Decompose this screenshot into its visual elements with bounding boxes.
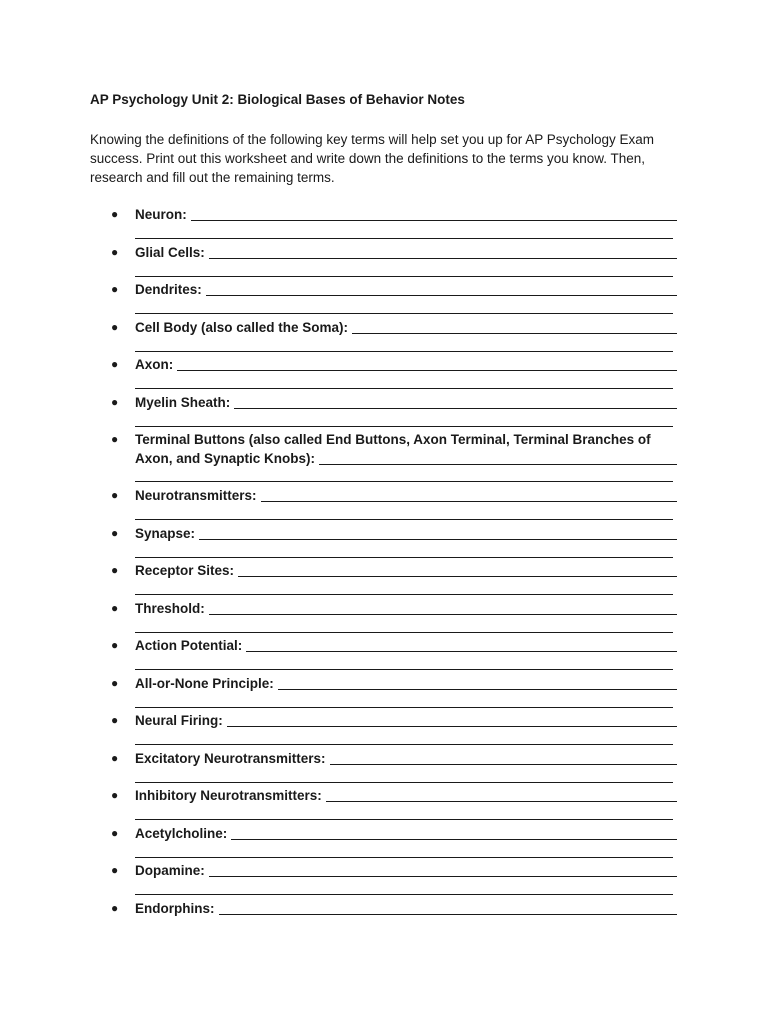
answer-blank-line-2[interactable] (135, 707, 673, 708)
answer-blank-line-2[interactable] (135, 819, 673, 820)
answer-blank[interactable] (209, 257, 677, 259)
answer-blank[interactable] (199, 538, 677, 540)
term-label: Cell Body (also called the Soma): (135, 319, 349, 335)
answer-blank-line-2[interactable] (135, 744, 673, 745)
term-item-dendrites (0, 280, 768, 318)
term-label: Inhibitory Neurotransmitters: (135, 788, 322, 803)
bullet-icon: ● (111, 600, 119, 615)
term-item-neurotransmitters (0, 486, 768, 524)
term-label: Action Potential: (135, 638, 243, 653)
answer-blank[interactable] (191, 219, 677, 221)
bullet-icon: ● (111, 394, 119, 409)
bullet-icon: ● (111, 525, 119, 540)
answer-blank[interactable] (231, 838, 677, 840)
bullet-icon: ● (111, 900, 119, 915)
term-item-cell-body (0, 318, 768, 356)
term-label: Threshold: (135, 600, 205, 616)
term-label: Myelin Sheath: (135, 394, 231, 410)
answer-blank-line-2[interactable] (135, 276, 673, 277)
term-item-neuron (0, 205, 768, 243)
answer-blank-line-2[interactable] (135, 669, 673, 670)
answer-blank-line-2[interactable] (135, 388, 673, 389)
term-item-dopamine (0, 861, 768, 899)
answer-blank[interactable] (330, 763, 677, 765)
bullet-icon: ● (111, 788, 119, 802)
term-label: Neural Firing: (135, 713, 223, 728)
answer-blank[interactable] (326, 800, 677, 802)
answer-blank-line-2[interactable] (135, 557, 673, 558)
answer-blank-line-2[interactable] (135, 481, 673, 482)
bullet-icon: ● (111, 825, 119, 840)
term-label: All-or-None Principle: (135, 675, 274, 691)
term-label: Dopamine: (135, 863, 205, 878)
term-item-threshold (0, 599, 768, 637)
answer-blank-line-2[interactable] (135, 313, 673, 314)
bullet-icon: ● (111, 432, 119, 446)
term-item-myelin-sheath (0, 393, 768, 431)
term-label-line-2: Axon, and Synaptic Knobs): (135, 451, 316, 466)
term-label: Neurotransmitters: (135, 488, 257, 503)
bullet-icon: ● (111, 713, 119, 727)
bullet-icon: ● (111, 750, 119, 765)
bullet-icon: ● (111, 244, 119, 259)
answer-blank-line-2[interactable] (135, 426, 673, 427)
answer-blank[interactable] (319, 463, 677, 465)
answer-blank[interactable] (238, 575, 677, 577)
answer-blank[interactable] (177, 369, 677, 371)
answer-blank[interactable] (206, 294, 677, 296)
answer-blank-line-2[interactable] (135, 632, 673, 633)
answer-blank[interactable] (227, 725, 677, 727)
term-item-action-potential (0, 636, 768, 674)
answer-blank-line-2[interactable] (135, 894, 673, 895)
term-item-acetylcholine (0, 824, 768, 862)
intro-paragraph: Knowing the definitions of the following key terms will help set you up for AP Psychology Exam success. Print out this worksheet and write down the definitions to the terms you know. Then, research and fill out the remaining terms. (90, 132, 655, 185)
term-item-endorphins (0, 899, 768, 937)
term-item-inhibitory-neurotransmitters (0, 786, 768, 824)
answer-blank-line-2[interactable] (135, 857, 673, 858)
terms-list (0, 205, 768, 936)
term-label: Acetylcholine: (135, 825, 228, 841)
answer-blank-line-2[interactable] (135, 238, 673, 239)
answer-blank[interactable] (209, 875, 677, 877)
answer-blank-line-2[interactable] (135, 519, 673, 520)
answer-blank[interactable] (219, 913, 678, 915)
term-label-line-1: Terminal Buttons (also called End Buttons, Axon Terminal, Terminal Branches of (135, 432, 651, 447)
bullet-icon: ● (111, 638, 119, 652)
term-label: Neuron: (135, 207, 187, 222)
term-item-terminal-buttons (0, 430, 768, 486)
bullet-icon: ● (111, 319, 119, 334)
answer-blank[interactable] (209, 613, 677, 615)
answer-blank[interactable] (261, 500, 677, 502)
answer-blank[interactable] (352, 332, 677, 334)
term-label: Receptor Sites: (135, 563, 235, 578)
bullet-icon: ● (111, 207, 119, 221)
answer-blank[interactable] (234, 407, 677, 409)
answer-blank[interactable] (246, 650, 677, 652)
answer-blank-line-2[interactable] (135, 351, 673, 352)
term-item-excitatory-neurotransmitters (0, 749, 768, 787)
bullet-icon: ● (111, 488, 119, 502)
answer-blank-line-2[interactable] (135, 594, 673, 595)
term-label: Synapse: (135, 525, 196, 541)
term-label: Endorphins: (135, 900, 215, 916)
term-item-glial-cells (0, 243, 768, 281)
term-item-receptor-sites (0, 561, 768, 599)
bullet-icon: ● (111, 675, 119, 690)
bullet-icon: ● (111, 863, 119, 877)
term-label: Dendrites: (135, 282, 202, 297)
term-item-neural-firing (0, 711, 768, 749)
page-title: AP Psychology Unit 2: Biological Bases of Behavior Notes (90, 92, 465, 107)
term-label: Glial Cells: (135, 244, 205, 260)
bullet-icon: ● (111, 282, 119, 296)
answer-blank-line-2[interactable] (135, 782, 673, 783)
bullet-icon: ● (111, 563, 119, 577)
answer-blank[interactable] (278, 688, 677, 690)
term-item-all-or-none-principle (0, 674, 768, 712)
term-item-synapse (0, 524, 768, 562)
bullet-icon: ● (111, 357, 119, 371)
term-label: Axon: (135, 357, 174, 372)
term-label: Excitatory Neurotransmitters: (135, 750, 326, 766)
term-item-axon (0, 355, 768, 393)
